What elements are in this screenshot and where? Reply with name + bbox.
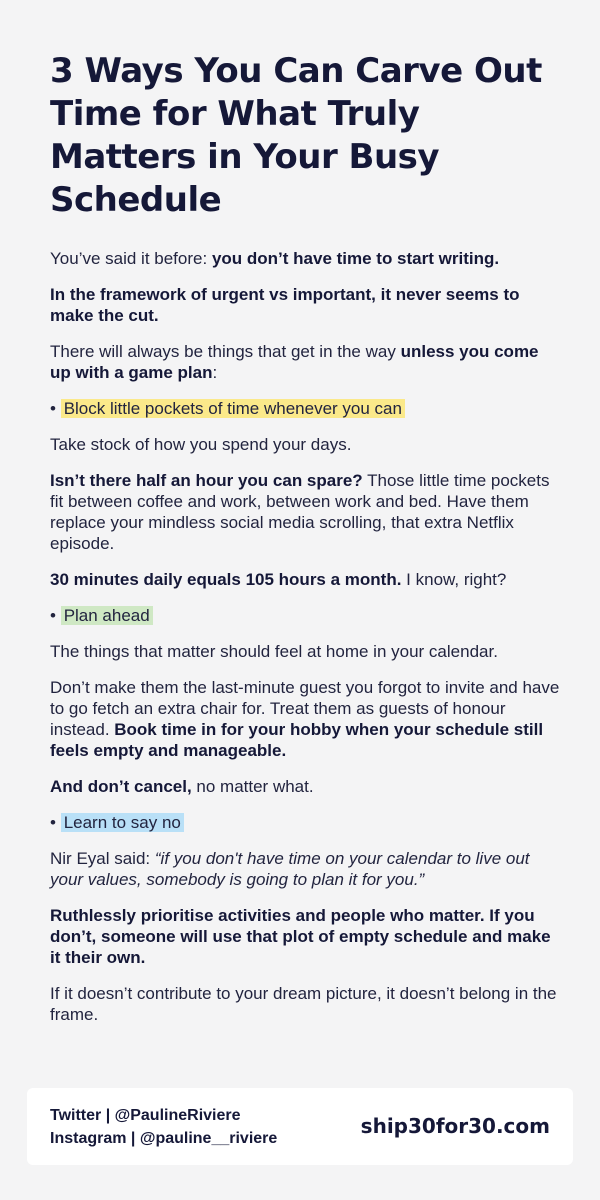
emphasis: 30 minutes daily equals 105 hours a month. xyxy=(50,570,402,589)
section3-paragraph-2 xyxy=(50,905,560,968)
section-heading-1 xyxy=(50,398,560,419)
social-handles xyxy=(50,1104,277,1150)
intro-paragraph-3 xyxy=(50,341,560,383)
text: no matter what. xyxy=(191,777,314,796)
bullet-marker: • xyxy=(50,606,56,625)
highlighted-heading: Plan ahead xyxy=(61,606,153,625)
section2-paragraph-3 xyxy=(50,776,560,797)
emphasis: In the framework of urgent vs important, it never seems to make the cut. xyxy=(50,285,520,325)
emphasis: And don’t cancel, xyxy=(50,777,192,796)
article xyxy=(50,50,560,1040)
text: You’ve said it before: xyxy=(50,249,212,268)
section-heading-2 xyxy=(50,605,560,626)
emphasis: Ruthlessly prioritise activities and people who matter. If you don’t, someone will use that plot of empty schedule and make it their own. xyxy=(50,906,551,967)
text: : xyxy=(212,363,218,382)
section3-paragraph-3: If it doesn’t contribute to your dream picture, it doesn’t belong in the frame. xyxy=(50,984,557,1024)
text: Nir Eyal said: xyxy=(50,849,155,868)
text: Those little time pockets fit between coffee and work, between work and bed. Have them replace your mindless social media scrolling, that extra Netflix episode. xyxy=(50,471,550,553)
section1-paragraph-3 xyxy=(50,569,560,590)
section-heading-3 xyxy=(50,812,560,833)
section2-paragraph-2 xyxy=(50,677,560,761)
highlighted-heading: Learn to say no xyxy=(61,813,184,832)
footer-card xyxy=(27,1088,573,1165)
highlighted-heading: Block little pockets of time whenever you can xyxy=(61,399,405,418)
emphasis: Isn’t there half an hour you can spare? xyxy=(50,471,363,490)
twitter-handle: Twitter | @PaulineRiviere xyxy=(50,1107,241,1124)
section3-paragraph-1 xyxy=(50,848,560,890)
section1-paragraph-2 xyxy=(50,470,560,554)
quote: “if you don't have time on your calendar to live out your values, somebody is going to plan it for you.” xyxy=(50,849,530,889)
bullet-marker: • xyxy=(50,399,56,418)
intro-paragraph-1 xyxy=(50,248,560,269)
text: There will always be things that get in the way xyxy=(50,342,401,361)
text: Don’t make them the last-minute guest you forgot to invite and have to go fetch an extra chair for. Treat them as guests of honour instead. xyxy=(50,678,560,739)
emphasis: Book time in for your hobby when your schedule still feels empty and manageable. xyxy=(50,720,544,760)
bullet-marker: • xyxy=(50,813,56,832)
intro-paragraph-2 xyxy=(50,284,560,326)
section2-paragraph-1: The things that matter should feel at home in your calendar. xyxy=(50,642,498,661)
text: I know, right? xyxy=(401,570,507,589)
emphasis: unless you come up with a game plan xyxy=(50,342,539,382)
site-url: ship30for30.com xyxy=(360,1114,550,1138)
instagram-handle: Instagram | @pauline__riviere xyxy=(50,1130,278,1147)
section1-paragraph-1: Take stock of how you spend your days. xyxy=(50,435,352,454)
page-title: 3 Ways You Can Carve Out Time for What Truly Matters in Your Busy Schedule xyxy=(50,51,542,220)
emphasis: you don’t have time to start writing. xyxy=(211,249,500,268)
